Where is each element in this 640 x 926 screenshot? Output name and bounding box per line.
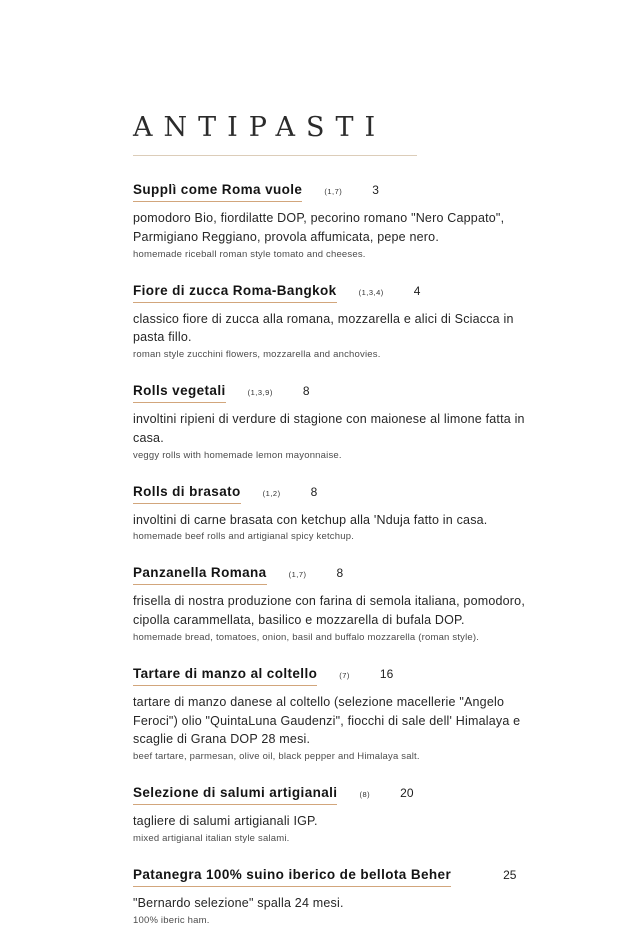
dish-name: Supplì come Roma vuole xyxy=(133,182,302,202)
menu-item xyxy=(133,182,528,260)
dish-description: pomodoro Bio, fiordilatte DOP, pecorino romano "Nero Cappato", Parmigiano Reggiano, provola affumicata, pepe nero. xyxy=(133,211,505,244)
allergen-codes: (1,3,4) xyxy=(358,287,384,297)
dish-translation: beef tartare, parmesan, olive oil, black pepper and Himalaya salt. xyxy=(133,751,420,762)
menu-item-header xyxy=(133,182,528,202)
dish-name: Rolls di brasato xyxy=(133,484,241,504)
dish-name: Panzanella Romana xyxy=(133,565,267,585)
dish-description: tagliere di salumi artigianali IGP. xyxy=(133,814,318,828)
menu-item xyxy=(133,785,528,844)
dish-description: "Bernardo selezione" spalla 24 mesi. xyxy=(133,895,344,910)
allergen-codes: (1,2) xyxy=(262,488,281,498)
menu-item xyxy=(133,484,528,543)
menu-item xyxy=(133,666,528,762)
menu-item xyxy=(133,565,528,643)
menu-item xyxy=(133,383,528,461)
dish-description: classico fiore di zucca alla romana, mozzarella e alici di Sciacca in pasta fillo. xyxy=(133,311,514,345)
dish-price: 3 xyxy=(372,183,379,197)
dish-name: Patanegra 100% suino iberico de bellota Beher xyxy=(133,867,451,887)
menu-item xyxy=(133,867,528,926)
dish-translation: roman style zucchini flowers, mozzarella and anchovies. xyxy=(133,349,381,360)
title-divider xyxy=(133,155,417,156)
dish-translation: homemade bread, tomatoes, onion, basil and buffalo mozzarella (roman style). xyxy=(133,631,480,643)
page-title: ANTIPASTI xyxy=(133,112,387,143)
dish-price: 8 xyxy=(302,384,310,398)
menu-item-list xyxy=(133,182,640,926)
menu-item-header xyxy=(133,666,528,686)
dish-translation: veggy rolls with homemade lemon mayonnaise. xyxy=(133,449,342,461)
dish-price: 8 xyxy=(336,566,344,581)
allergen-codes: (1,7) xyxy=(324,187,343,196)
dish-price: 20 xyxy=(400,786,414,800)
menu-item-header xyxy=(133,283,528,303)
allergen-codes: (1,3,9) xyxy=(247,388,273,397)
menu-item-header xyxy=(133,484,528,504)
dish-name: Tartare di manzo al coltello xyxy=(133,666,317,686)
dish-description: frisella di nostra produzione con farina di semola italiana, pomodoro, cipolla carammellata, basilico e mozzarella di bufala DOP. xyxy=(133,594,525,627)
dish-price: 16 xyxy=(379,666,394,681)
menu-item-header xyxy=(133,867,528,887)
allergen-codes: (8) xyxy=(359,790,371,799)
dish-price: 8 xyxy=(310,484,318,499)
allergen-codes: (1,7) xyxy=(288,570,307,580)
dish-name: Selezione di salumi artigianali xyxy=(133,785,337,805)
menu-item xyxy=(133,283,528,361)
allergen-codes: (7) xyxy=(339,670,350,680)
dish-price: 4 xyxy=(413,283,421,298)
dish-translation: homemade beef rolls and artigianal spicy ketchup. xyxy=(133,531,355,543)
dish-price: 25 xyxy=(503,867,517,882)
dish-description: involtini di carne brasata con ketchup alla 'Nduja fatto in casa. xyxy=(133,512,488,527)
menu-item-header xyxy=(133,785,528,805)
dish-translation: homemade riceball roman style tomato and cheeses. xyxy=(133,248,366,260)
dish-description: tartare di manzo danese al coltello (selezione macellerie "Angelo Feroci") olio "QuintaLuna Gaudenzi", fiocchi di sale dell' Himalaya e scaglie di Grana DOP 28 mesi. xyxy=(133,694,521,747)
dish-translation: 100% iberic ham. xyxy=(133,914,210,926)
dish-name: Rolls vegetali xyxy=(133,383,226,403)
dish-name: Fiore di zucca Roma-Bangkok xyxy=(133,283,337,303)
dish-description: involtini ripieni di verdure di stagione con maionese al limone fatta in casa. xyxy=(133,412,525,445)
menu-item-header xyxy=(133,383,528,403)
menu-item-header xyxy=(133,565,528,585)
dish-translation: mixed artigianal italian style salami. xyxy=(133,832,290,844)
